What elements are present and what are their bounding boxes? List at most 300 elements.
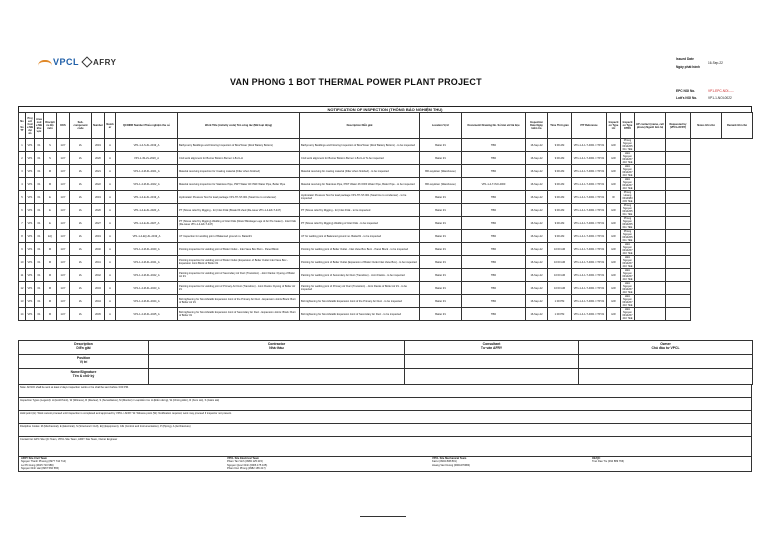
table-cell: Batter #1 [420,230,462,243]
header-logos [38,57,117,67]
table-cell: M [44,269,57,282]
vpcl-swoosh-icon [38,60,52,66]
table-cell: PT (Stress relief by Rigging) Welding of Inlet FGE - to be inspected [300,217,420,230]
column-header: KKS [57,113,70,139]
table-cell: 9:00 AM [548,230,572,243]
table-cell: E [44,204,57,217]
table-cell: ZL [70,217,92,230]
table-cell: A [105,256,116,269]
table-cell: 1UY [57,165,70,178]
table-cell: Batter #1 [420,152,462,165]
table-cell: PT (Stress relief by Rigging - for) Inlet FGE (Break fill shed (Re-issue VP1-1-4-EK-T-447) [178,204,300,217]
table-cell: VP1 [26,230,35,243]
table-cell: 01 [35,308,44,321]
table-cell: BR-Laydown (Warehouse) [420,165,462,178]
table-cell: W [607,191,621,204]
footer-rule [360,516,406,517]
table-cell: 1UY [57,152,70,165]
page-title: VAN PHONG 1 BOT THERMAL POWER PLANT PROJECT [230,77,482,87]
table-cell: ZL [70,295,92,308]
table-cell: 1UY [57,282,70,295]
table-cell: Material receiving for Stainless Pipe, PWT Water 46 OWF Water Pipe, Boiler Pipe - to be inspected [300,178,420,191]
table-cell: 2040 [92,243,105,256]
table-cell: VP1-1-4-1-T-4001 / ITP #1 [572,243,607,256]
table-cell [635,282,666,295]
table-cell: 4 [19,178,26,191]
table-cell: A [105,217,116,230]
table-row [19,139,753,152]
table-cell: Hiển Nguyen 0914267410 7EE [622,282,633,294]
table-cell: 16-Sep-22 [526,165,548,178]
table-cell [635,308,666,321]
note-line: Discipline Codes: M (Mechanical), E (Electrical), S (Structural / Civil), EQ (Equipment), C&I (Control and Instrumentation), P (Piping), A (Architecture) [18,424,752,437]
table-cell: VP1 [26,217,35,230]
table-cell [635,217,666,230]
table-cell: Batter #1 [420,269,462,282]
table-cell [666,178,691,191]
table-cell: UT Inspection for welding joint of Balanced ground no. Batter#1 [178,230,300,243]
table-cell: VP1-1-4-1-T-4001 / ITP #1 [572,230,607,243]
table-cell: 1UY [57,295,70,308]
table-cell: 16-Sep-22 [526,282,548,295]
table-cell: 2019 [92,139,105,152]
table-row [19,165,753,178]
table-cell: Pointing for welding joint of Boiler Outlet - Inlet Vane Box Burn - Panel Block - to be inspected [300,243,420,256]
table-cell: VP1-1-4-1-T-4001 / ITP #1 [572,191,607,204]
table-cell [666,282,691,295]
table-cell: Hiển Nguyen 0914267410 7EE [622,165,633,177]
table-cell: 7 [19,217,26,230]
table-cell: VP1 [26,204,35,217]
contact-group: AFRY Site Civil Team Nguyen Thanh Phuong (0977 744 714) Le Phi Hung (0915 710 989) Nguyen Dinh Hai (0967 560 565) [21,457,66,471]
table-cell: TBD [462,204,526,217]
table-cell: 1UY [57,230,70,243]
table-cell: M [44,165,57,178]
table-cell: 01 [35,217,44,230]
table-cell: TBD [462,230,526,243]
column-header: Discipline Bộ môn [44,113,57,139]
table-cell: TBD [462,152,526,165]
table-header-row [19,113,753,139]
table-cell: A [105,308,116,321]
table-cell: 2021 [92,165,105,178]
table-cell: 1UY [57,204,70,217]
table-cell: M [44,178,57,191]
table-cell: 16-Sep-22 [526,269,548,282]
table-cell: A [105,295,116,308]
table-row [19,295,753,308]
table-cell: ZL [70,308,92,321]
table-cell: 1UY [57,243,70,256]
table-cell: M [44,243,57,256]
table-cell: VP1-1-4-M-ZL-2042_A [116,269,178,282]
table-cell: Painting for welding joint of Primary Air Duct (Transition) - Joint Flanks of Boiler Air #1 - to be inspected [300,282,420,295]
table-cell: Phong Nguyen 0914265011 7EE [622,139,633,151]
note-line: Contact list: EPC Site QC Team, VPCL Site Team, AFRY Site Team, Owner Engineer [18,437,752,457]
table-cell: 16-Sep-22 [526,178,548,191]
inspection-table [18,112,753,321]
table-cell: 16-Sep-22 [526,295,548,308]
table-cell: Hiển Nguyen 0914267410 7EE [622,269,633,281]
table-cell: A [105,191,116,204]
table-cell: VP1-1-4-M-ZL-2043_A [116,282,178,295]
table-cell: S [44,139,57,152]
table-cell: HW [607,243,621,256]
table-cell: ZL [70,269,92,282]
table-cell: VP1-1-4-1-T-4001 / ITP #1 [572,152,607,165]
table-cell [666,217,691,230]
table-cell: HW [607,204,621,217]
table-cell [666,308,691,321]
table-cell: 9:00 AM [548,178,572,191]
column-header: No. Số TT [19,113,26,139]
table-cell: VP1-1-4-1-T-4001 / ITP #1 [572,217,607,230]
table-cell [635,230,666,243]
table-cell: 9:00 AM [548,191,572,204]
table-cell: VP1-1-4-M-ZL-2021_A [116,165,178,178]
table-cell [666,230,691,243]
table-cell: Phong Nguyen 0914265011 7EE [622,204,633,216]
table-cell: BR-Laydown (Warehouse) [420,178,462,191]
table-cell: S [44,152,57,165]
table-cell: TBD [462,165,526,178]
table-cell: 01 [35,204,44,217]
table-cell: VP1-1-4-EQ-ZL-2019_A [116,230,178,243]
table-cell: 2022 [92,178,105,191]
column-header: Project Code Mã dự án [26,113,35,139]
table-cell: Bolt tightening for Non-Metallic Expansion Joint of the Primary Air Duct - to be inspected [300,295,420,308]
column-header: Work Title (Activity code) Tên công tác (Mã hoạt động) [178,113,300,139]
table-cell: 11 [19,269,26,282]
table-cell: 9:00 AM [548,165,572,178]
table-cell [666,165,691,178]
table-cell: M [44,256,57,269]
table-cell: Painting inspection for welding joint of Secondary Air Duct (Transition) - Joint Flanks: Dyeing of Boiler Air #1 [178,269,300,282]
table-row [19,191,753,204]
column-header: Number [92,113,105,139]
table-cell: HW [607,308,621,321]
sig-name-owner [579,369,753,385]
table-cell: 2019 [92,191,105,204]
table-cell: EQ [44,230,57,243]
table-cell [666,139,691,152]
table-cell: VP1-1-4-T-ISO-4000 [462,178,526,191]
table-cell: 2042 [92,269,105,282]
table-cell: 2043 [92,282,105,295]
contact-list [18,457,752,472]
table-cell: 01 [35,243,44,256]
table-cell [635,178,666,191]
table-cell: TBD [462,256,526,269]
table-cell: TBD [462,139,526,152]
column-header: Time Thời gian [548,113,572,139]
table-cell: 16-Sep-22 [526,256,548,269]
table-cell [635,152,666,165]
table-cell: M [44,282,57,295]
table-cell: A [105,243,116,256]
column-header: Inspection Type LH [607,113,621,139]
table-cell: ZL [70,243,92,256]
column-header: Location Vị trí [420,113,462,139]
table-cell: VP1-1-4-M-ZL-2044_A [116,295,178,308]
table-row [19,204,753,217]
table-cell: Bolt tightening for Non-Metallic Expansion Joint of the Primary Air Duct - Expansion Joints Block: Burn of Boiler Air #1 [178,295,300,308]
table-cell: VP1 [26,178,35,191]
table-cell: VP1 [26,269,35,282]
afry-mark-icon [81,56,92,67]
table-cell: ZL [70,139,92,152]
table-cell: VP1 [26,308,35,321]
table-cell: 2019 [92,230,105,243]
table-cell: Batter #1 [420,308,462,321]
table-cell: TBD [462,269,526,282]
sig-position-label: Position Vị trí [19,355,149,369]
table-cell: Pointing inspection for welding joint of Boiler Outlet (Expansion of Boiler Outlet Inlet Vane Box - Expansion Joint Block of Boiler #1 [178,256,300,269]
table-cell: 16-Sep-22 [526,204,548,217]
table-cell: TBD [462,217,526,230]
table-cell: ZL [70,165,92,178]
table-cell: Phong Nguyen 0914265011 7EE [622,230,633,242]
table-cell: VP1-1-4-S-ZL-2019_A [116,139,178,152]
table-cell: Hiển Nguyen 0914267410 7EE [622,308,633,320]
table-cell: 1UY [57,217,70,230]
table-cell [635,295,666,308]
table-cell: ZL [70,204,92,217]
table-cell: A [105,165,116,178]
sig-name-contractor [149,369,405,385]
table-cell: Batter #1 [420,191,462,204]
table-cell: UT for welding joint of Balanced ground no. Batter#1 - to be inspected [300,230,420,243]
table-cell [666,295,691,308]
table-cell: Batter #1 [420,139,462,152]
table-row [19,217,753,230]
table-cell [666,243,691,256]
sig-name-consultant [405,369,579,385]
table-cell: VP1-1-4-E-ZL-2019_A [116,191,178,204]
table-cell: Hiển Nguyen 0914267410 7EE [622,178,633,190]
table-cell: VP1 [26,165,35,178]
table-cell: 2041 [92,256,105,269]
note-line: Hold point (H): Work cannot proceed until inspection is completed and approved by VPCL / AFRY. W: Witness point (W): Notification required, work may proceed if inspector not present. [18,411,752,424]
table-cell: ZL [70,282,92,295]
table-cell: 1:00 PM [548,308,572,321]
sig-consultant-cell: Consultant Tư vấn AFRY [405,341,579,355]
table-cell: 2044 [92,295,105,308]
table-cell: Batter #1 [420,217,462,230]
table-cell: A [105,269,116,282]
table-cell: VP1 [26,282,35,295]
table-cell: 1UY [57,139,70,152]
table-row [19,178,753,191]
table-cell: HW [607,295,621,308]
table-cell: 01 [35,152,44,165]
table-cell: 1UY [57,178,70,191]
table-cell: A [105,178,116,191]
noi-number-block: EPC NOI No. VP1-EPC-NOI----- Lott's NOI No. VP1-1-NOI-0022 [676,89,734,100]
table-cell: 9:00 AM [548,217,572,230]
table-cell: HW [607,282,621,295]
column-header: Remark Ghi chú [722,113,753,139]
table-cell: 10:00 AM [548,269,572,282]
table-cell: A [105,204,116,217]
sig-name-label: Name/Signature Tên & chữ ký [19,369,149,385]
table-cell: 10:00 AM [548,256,572,269]
table-cell: VP1-1-4S-ZL-2020_A [116,152,178,165]
table-cell: Batter #1 [420,204,462,217]
table-cell: M [44,308,57,321]
table-cell: ZL [70,230,92,243]
table-cell: Bathymetry Beddings and Flooring Inspection of Boo/Tower (Roof Battery Bottom) - to be inspected [300,139,420,152]
table-cell [666,191,691,204]
table-cell: E [44,217,57,230]
sig-owner-cell: Owner Chủ đầu tư VPCL [579,341,753,355]
table-cell: HW [607,152,621,165]
table-cell: 2 [19,152,26,165]
table-cell: Hiển Nguyen 0914267410 7EE [622,295,633,307]
issued-date-block: Issued Date 16-Sep-22 Ngày phát hành [676,57,723,69]
table-cell: 10:00 AM [548,243,572,256]
table-cell: VP1 [26,256,35,269]
table-cell: VP1-1-4-1-T-4001 / ITP #1 [572,256,607,269]
table-cell: Phong Hoang 0914983203 7EE [622,191,633,203]
table-cell: 6 [19,204,26,217]
table-cell [635,204,666,217]
table-cell: 1UY [57,256,70,269]
table-cell: 10 [19,256,26,269]
table-cell: Hydrostatic Pressure Test for lead package VP1-TP-ST-001 (Steel line to condenser) [178,191,300,204]
table-cell: Batter #1 [420,295,462,308]
table-cell: TBD [462,191,526,204]
table-cell: A [105,152,116,165]
table-cell: VP1-1-4-1-T-4001 / ITP #1 [572,204,607,217]
table-cell: Bolt tightening for Non-Metallic Expansion Joint of Secondary Air Duct - Expansion Joints: Block: Burn of Boiler #1 [178,308,300,321]
table-cell: E [44,191,57,204]
table-cell: Civil work alignment for Burner Bottom Burner 1-B.2-LH [178,152,300,165]
table-row [19,256,753,269]
table-cell: 01 [35,282,44,295]
column-header: QC/NDR Number Phiếu nghiệm thu số [116,113,178,139]
table-row [19,230,753,243]
table-cell: Bathymetry Beddings and Flooring Inspection of Boo/Tower (Roof Battery Bottom) [178,139,300,152]
afry-logo: AFRY [83,58,116,67]
table-cell: Batter #1 [420,243,462,256]
table-cell [635,256,666,269]
table-cell: 9:00 AM [548,139,572,152]
table-cell: 16-Sep-22 [526,217,548,230]
table-cell: VP1-1-4-E-ZL-2027_A [116,217,178,230]
table-cell: VP1-1-4-1-T-4001 / ITP #1 [572,282,607,295]
sig-position-owner [579,355,753,369]
table-cell: Phong Nguyen 0914265011 7EE [622,217,633,229]
table-cell: 16-Sep-22 [526,308,548,321]
table-cell [635,165,666,178]
table-cell: Material receiving for coating material (Filter when finished) - to be inspected [300,165,420,178]
table-cell: TBD [462,308,526,321]
table-cell: 2020 [92,204,105,217]
table-cell: HW [607,269,621,282]
table-cell: 2020 [92,152,105,165]
table-cell: VP1 [26,191,35,204]
table-cell: VP1-1-4-M-ZL-2022_A [116,178,178,191]
table-cell [635,269,666,282]
table-cell: 10:00 AM [548,282,572,295]
table-cell: TBD [462,282,526,295]
vpcl-logo: VPCL [38,57,79,67]
table-cell: ZL [70,191,92,204]
table-cell: VP1 [26,152,35,165]
table-cell: Painting inspection for welding joint of Primary Air Duct (Transition) - Joint Flanks: Dyeing of Boiler Air #1 [178,282,300,295]
table-row [19,269,753,282]
table-cell: 9:00 AM [548,204,572,217]
table-cell: Painting for welding joint of Secondary Air Duct (Transition) - Joint Flanks - to be inspected [300,269,420,282]
table-cell: TBD [462,243,526,256]
table-cell: 12 [19,282,26,295]
table-cell: Pointing for welding joint of Boiler Outlet (Expansion of Boiler Outlet Inlet Vane Box) - to be inspected [300,256,420,269]
table-cell: 01 [35,178,44,191]
table-cell: VP1-1-4-M-ZL-2041_A [116,256,178,269]
sig-description-cell: Description Diễn giải [19,341,149,355]
column-header: Notes Ghi chú [691,113,722,139]
table-cell: A [105,230,116,243]
table-cell: 1UY [57,308,70,321]
table-cell: HW [607,178,621,191]
table-cell [666,269,691,282]
table-cell: 16-Sep-22 [526,243,548,256]
table-cell: Material receiving inspection for Coating material (Filter when finished) [178,165,300,178]
table-cell: ZL [70,256,92,269]
table-cell: VP1-1-4-1-T-4001 / ITP #1 [572,308,607,321]
table-cell: 9:00 AM [548,152,572,165]
column-header: HP contact (name, cell phone) Người liên hệ [635,113,666,139]
table-cell: Pointing inspection for welding joint of Boiler Outlet - Inlet Vane Box Burn - Panel Block [178,243,300,256]
column-header: Inspection Date Ngày kiểm tra [526,113,548,139]
table-cell: 1:00 PM [548,295,572,308]
sig-contractor-cell: Contractor Nhà thầu [149,341,405,355]
signature-table [18,340,753,385]
table-cell: Batter #1 [420,256,462,269]
table-cell: 1UY [57,269,70,282]
table-cell: 9 [19,243,26,256]
table-cell: PT (Stress relief by Rigging - for) Inlet FGE - to be inspected [300,204,420,217]
table-cell: 01 [35,139,44,152]
table-cell: VP1-1-4-1-T-4001 / ITP #1 [572,178,607,191]
table-cell: VP1-1-4-1-T-4001 / ITP #1 [572,165,607,178]
table-cell: ZL [70,178,92,191]
contact-group: VPCL Site Mechanical Team Kazui (0904 838 801) Hoang Van Duong (0904476984) [432,457,471,467]
table-cell: 16-Sep-22 [526,191,548,204]
table-cell: M [44,295,57,308]
note-line: Inspection Types (Legend): H (Hold Point), W (Witness), R (Review), S (Surveillance), M (Monitor) / Loại kiểm tra: H (Điểm dừng), W (Chứng kiến), R (Xem xét), S (Giám sát) [18,398,752,411]
table-cell: 01 [35,165,44,178]
column-header: Description Diễn giải [300,113,420,139]
table-cell: 1UY [57,191,70,204]
table-cell: 3 [19,165,26,178]
table-cell: Hiển Nguyen 0914267410 7EE [622,243,633,255]
table-cell: 1 [19,139,26,152]
table-cell: 01 [35,269,44,282]
table-cell: HW [607,139,621,152]
column-header: ITP Reference [572,113,607,139]
table-cell: HW [607,217,621,230]
column-header: Inspection Type OTRU [621,113,635,139]
table-cell: A [105,139,116,152]
table-cell [666,256,691,269]
contact-group: OE/QC Tran Dao Tru (094 889 766) [592,457,625,464]
table-cell [635,191,666,204]
table-cell: Civil work alignment for Burner Bottom Burner 1-B.2-LH To be inspected [300,152,420,165]
table-cell: Batter #1 [420,282,462,295]
table-cell: 14 [19,308,26,321]
